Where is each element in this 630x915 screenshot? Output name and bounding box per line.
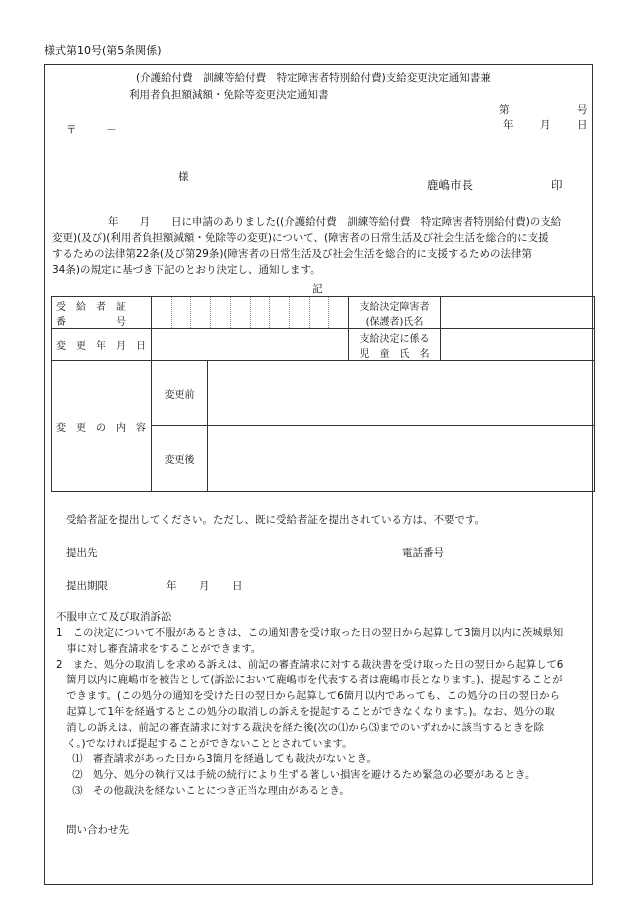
submission-notice: 受給者証を提出してください。ただし、既に受給者証を提出されている方は、不要です。 — [66, 514, 486, 526]
appeal-line: 消しの訴えは、前記の審査請求に対する裁決を経た後(次の⑴から⑶までのいずれかに該当するときを除 — [56, 721, 544, 734]
title-line-2: 利用者負担額減額・免除等変更決定通知書 — [129, 89, 329, 101]
number-prefix: 第 — [499, 104, 510, 116]
appeal-line: く。)でなければ提起することができないこととされています。 — [56, 737, 353, 750]
appeal-line: できます。(この処分の通知を受けた日の翌日から起算して6箇月以内であっても、この処分の日の翌日から — [56, 690, 560, 703]
change-date-label: 変 更 年 月 日 — [52, 329, 152, 361]
deadline-month: 月 — [199, 580, 210, 592]
appeal-section — [56, 626, 592, 800]
before-field — [208, 361, 595, 426]
body-paragraph — [52, 214, 592, 278]
submit-to-label: 提出先 — [66, 547, 98, 559]
appeal-line: 2 また、処分の取消しを求める訴えは、前記の審査請求に対する裁決書を受け取った日の翌日から起算して6 — [56, 658, 564, 671]
appeal-title: 不服申立て及び取消訴訟 — [56, 611, 172, 623]
deadline-day: 日 — [232, 580, 243, 592]
ki-label: 記 — [312, 283, 323, 295]
cert-number-label: 受 給 者 証 番 号 — [52, 297, 152, 329]
appeal-line: 1 この決定について不服があるときは、この通知書を受け取った日の翌日から起算して3箇月以内に茨城県知 — [56, 627, 564, 639]
recipient-name-label: 支給決定障害者 (保護者)氏名 — [349, 297, 441, 329]
addressee-suffix: 様 — [178, 171, 189, 183]
seal-mark: 印 — [551, 178, 563, 192]
inquiry-label: 問い合わせ先 — [66, 824, 129, 836]
title-line-1: (介護給付費 訓練等給付費 特定障害者特別給付費)支給変更決定通知書兼 — [136, 72, 491, 84]
recipient-name-field — [441, 297, 595, 329]
after-field — [208, 426, 595, 492]
deadline-year: 年 — [166, 580, 177, 592]
number-suffix: 号 — [577, 104, 588, 116]
before-label: 変更前 — [152, 361, 208, 426]
postal-mark: 〒 — [66, 124, 77, 136]
appeal-line: 事に対し審査請求をすることができます。 — [56, 642, 262, 655]
child-name-field — [441, 329, 595, 361]
decision-table — [51, 296, 595, 492]
cert-number-field — [152, 297, 349, 329]
date-day: 日 — [577, 119, 588, 131]
date-year: 年 — [503, 119, 514, 131]
body-line: 年 月 日に申請のありました((介護給付費 訓練等給付費 特定障害者特別給付費)の支給 — [108, 216, 562, 228]
appeal-line: ⑶ その他裁決を経ないことにつき正当な理由があるとき。 — [62, 784, 350, 797]
body-line: 変更)(及び)(利用者負担額減額・免除等の変更)について、(障害者の日常生活及び社会生活を総合的に支援 — [52, 232, 549, 244]
appeal-line: ⑴ 審査請求があった日から3箇月を経過しても裁決がないとき。 — [62, 753, 377, 766]
deadline-label: 提出期限 — [66, 580, 108, 592]
appeal-line: 箇月以内に鹿嶋市を被告として(訴訟において鹿嶋市を代表する者は鹿嶋市長となります。)、提起することが — [56, 674, 563, 687]
postal-dash: － — [106, 124, 117, 136]
appeal-line: 起算して1年を経過するとこの処分の取消しの訴えを提起することができなくなります。)。なお、処分の取 — [56, 705, 555, 718]
body-line: するための法律第22条(及び第29条)(障害者の日常生活及び社会生活を総合的に支援するための法律第 — [52, 248, 533, 260]
after-label: 変更後 — [152, 426, 208, 492]
issuer-name: 鹿嶋市長 — [427, 178, 473, 192]
phone-label: 電話番号 — [402, 547, 444, 559]
child-name-label: 支給決定に係る 児 童 氏 名 — [349, 329, 441, 361]
change-date-field — [152, 329, 349, 361]
body-line: 34条)の規定に基づき下記のとおり決定し、通知します。 — [52, 264, 321, 276]
appeal-line: ⑵ 処分、処分の執行又は手続の続行により生ずる著しい損害を避けるため緊急の必要があるとき。 — [62, 769, 536, 782]
change-content-label: 変 更 の 内 容 — [52, 361, 152, 492]
date-month: 月 — [540, 119, 551, 131]
form-label: 様式第10号(第5条関係) — [44, 44, 162, 57]
